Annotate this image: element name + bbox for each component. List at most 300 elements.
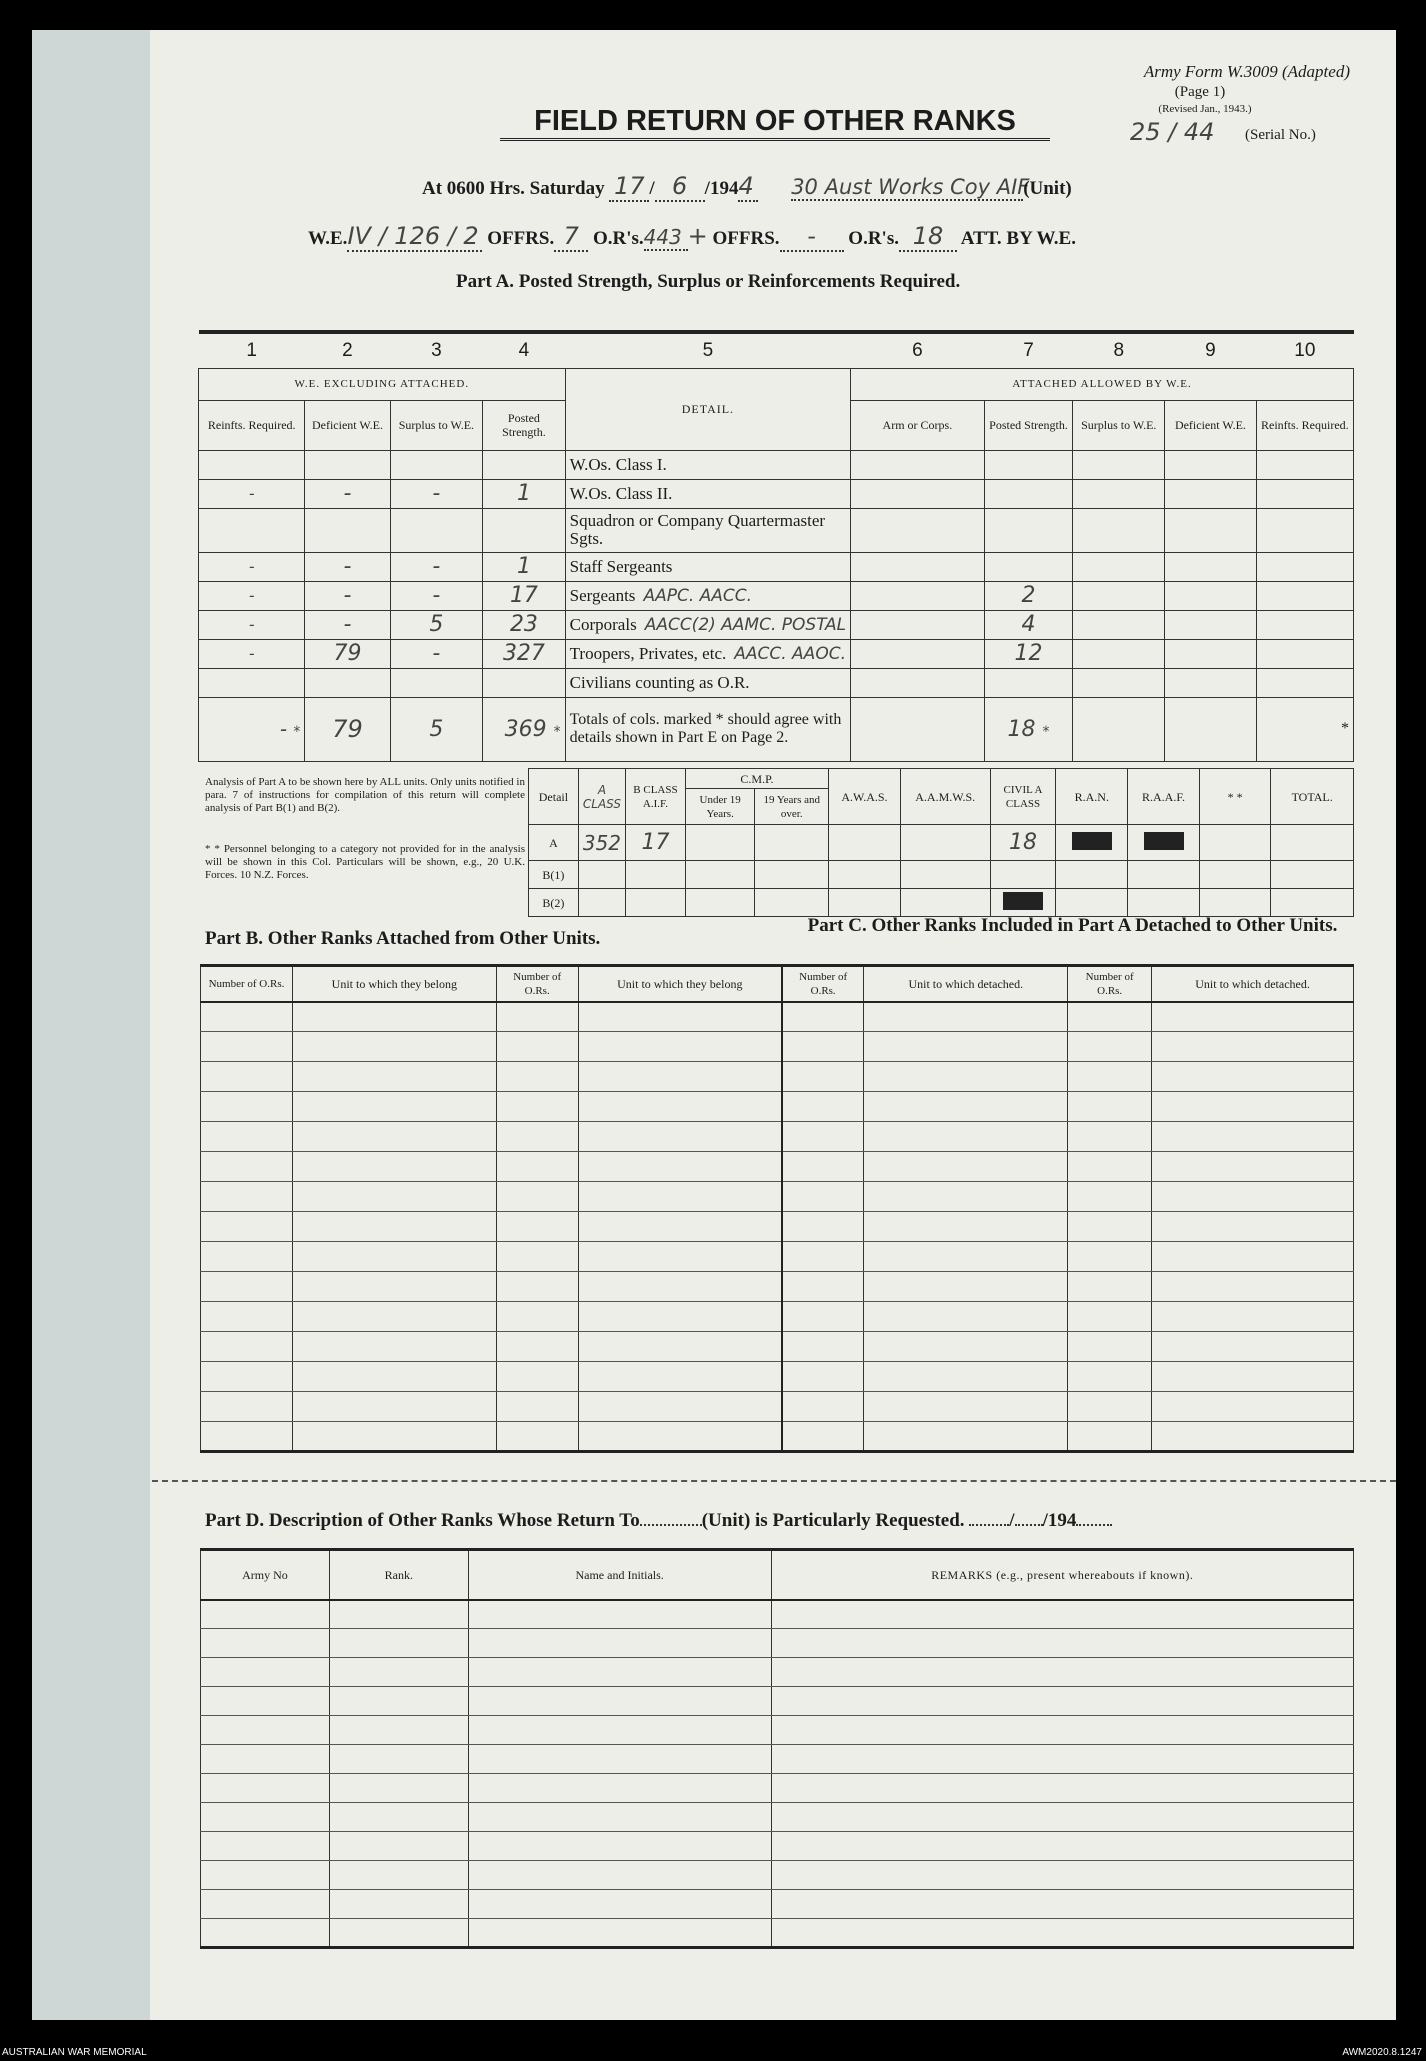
hdr-surplus-att: Surplus to W.E. <box>1073 400 1165 450</box>
blank-cell[interactable] <box>864 1092 1068 1122</box>
blank-cell[interactable] <box>771 1658 1354 1687</box>
blank-cell[interactable] <box>292 1422 496 1452</box>
blank-cell[interactable] <box>468 1600 771 1629</box>
blank-cell[interactable] <box>782 1302 864 1332</box>
b-col-unit: Unit to which they belong <box>292 966 496 1002</box>
blank-cell[interactable] <box>201 1302 293 1332</box>
blank-cell[interactable] <box>468 1658 771 1687</box>
empty-cell <box>1073 639 1165 668</box>
blank-cell[interactable] <box>201 1182 293 1212</box>
empty-cell <box>1256 610 1353 639</box>
blank-cell[interactable] <box>201 1716 330 1745</box>
blank-cell[interactable] <box>578 1302 782 1332</box>
blank-cell[interactable] <box>201 1272 293 1302</box>
empty-cell <box>1256 479 1353 508</box>
part-a-row <box>199 450 1354 479</box>
blank-cell[interactable] <box>782 1092 864 1122</box>
blank-cell[interactable] <box>496 1122 578 1152</box>
blank-cell[interactable] <box>771 1861 1354 1890</box>
blank-cell[interactable] <box>201 1861 330 1890</box>
blank-cell[interactable] <box>1152 1122 1354 1152</box>
col-19-over: 19 Years and over. <box>755 789 829 825</box>
ors2-value: 18 <box>899 222 957 252</box>
blank-cell[interactable] <box>468 1687 771 1716</box>
blank-cell[interactable] <box>468 1832 771 1861</box>
blank-cell[interactable] <box>578 1272 782 1302</box>
detail-cell <box>565 610 850 639</box>
blank-cell[interactable] <box>864 1302 1068 1332</box>
blank-cell[interactable] <box>1152 1272 1354 1302</box>
detail-cell <box>565 581 850 610</box>
blank-cell[interactable] <box>1152 1332 1354 1362</box>
blank-cell[interactable] <box>864 1272 1068 1302</box>
detail-label: Troopers, Privates, etc. <box>569 643 727 663</box>
blank-cell[interactable] <box>1152 1062 1354 1092</box>
ors-label: O.R's. <box>592 228 644 249</box>
hdr-surplus: Surplus to W.E. <box>390 400 483 450</box>
reinfts-cell: - <box>199 552 305 581</box>
blank-cell[interactable] <box>771 1774 1354 1803</box>
posted-cell: 1 <box>483 479 565 508</box>
blank-cell[interactable] <box>292 1242 496 1272</box>
blank-cell[interactable] <box>782 1272 864 1302</box>
col-num: 6 <box>912 339 923 361</box>
ors2-label: O.R's. <box>848 228 899 249</box>
blank-cell[interactable] <box>201 1242 293 1272</box>
blank-cell[interactable] <box>1068 1062 1152 1092</box>
blank-cell[interactable] <box>578 1242 782 1272</box>
blank-cell[interactable] <box>1068 1242 1152 1272</box>
blank-cell[interactable] <box>496 1152 578 1182</box>
surplus-cell <box>390 450 483 479</box>
blank-cell[interactable] <box>771 1600 1354 1629</box>
posted-att-cell: 4 <box>984 610 1073 639</box>
col-num: 1 <box>246 339 257 361</box>
blank-cell[interactable] <box>1068 1272 1152 1302</box>
blank-cell[interactable] <box>201 1002 293 1032</box>
blank-cell[interactable] <box>201 1212 293 1242</box>
detail-cell <box>565 552 850 581</box>
col-num: 2 <box>342 339 353 361</box>
d-blank-row <box>201 1600 1354 1629</box>
blank-cell[interactable] <box>329 1919 468 1948</box>
blank-cell[interactable] <box>578 1362 782 1392</box>
empty-cell <box>1256 508 1353 552</box>
detail-label: Detail <box>529 769 579 825</box>
blank-cell[interactable] <box>496 1032 578 1062</box>
posted-cell <box>483 450 565 479</box>
blank-cell[interactable] <box>329 1600 468 1629</box>
blank-cell[interactable] <box>329 1658 468 1687</box>
blank-cell[interactable] <box>864 1152 1068 1182</box>
blank-cell[interactable] <box>1152 1242 1354 1272</box>
blank-cell[interactable] <box>864 1062 1068 1092</box>
detail-label: W.Os. Class II. <box>569 483 673 503</box>
blank-cell[interactable] <box>578 1182 782 1212</box>
blank-cell[interactable] <box>1068 1182 1152 1212</box>
blank-cell[interactable] <box>329 1832 468 1861</box>
detail-label: Sergeants <box>569 585 636 605</box>
blank-cell[interactable] <box>578 1392 782 1422</box>
blank-cell[interactable] <box>329 1716 468 1745</box>
part-bc-table <box>200 964 1354 1453</box>
blank-cell[interactable] <box>1152 1212 1354 1242</box>
blank-cell[interactable] <box>292 1062 496 1092</box>
detail-label: Staff Sergeants <box>569 556 673 576</box>
c-col-unit: Unit to which detached. <box>864 966 1068 1002</box>
blank-cell[interactable] <box>1152 1002 1354 1032</box>
blank-cell[interactable] <box>1152 1392 1354 1422</box>
serial-number: 25 / 44 <box>1130 118 1215 146</box>
row-label: A <box>529 825 579 861</box>
blank-cell[interactable] <box>201 1122 293 1152</box>
blank-cell[interactable] <box>578 1062 782 1092</box>
reinfts-cell <box>199 450 305 479</box>
blank-cell[interactable] <box>864 1422 1068 1452</box>
blank-cell[interactable] <box>201 1062 293 1092</box>
blank-cell[interactable] <box>578 1002 782 1032</box>
reinfts-cell <box>199 668 305 697</box>
c-col-number: Number of O.Rs. <box>782 966 864 1002</box>
blank-cell[interactable] <box>1068 1332 1152 1362</box>
blank-cell[interactable] <box>782 1032 864 1062</box>
d-blank-row <box>201 1687 1354 1716</box>
blank-cell[interactable] <box>782 1422 864 1452</box>
date-blank <box>1015 1524 1043 1526</box>
empty-cell <box>1256 581 1353 610</box>
blank-cell[interactable] <box>201 1890 330 1919</box>
blank-cell[interactable] <box>468 1745 771 1774</box>
blank-cell[interactable] <box>1152 1152 1354 1182</box>
blank-cell[interactable] <box>292 1212 496 1242</box>
civil-redacted <box>990 889 1056 917</box>
part-a-row <box>199 668 1354 697</box>
blank-cell[interactable] <box>329 1803 468 1832</box>
d-blank-row <box>201 1803 1354 1832</box>
posted-cell: 1 <box>483 552 565 581</box>
blank-cell[interactable] <box>292 1332 496 1362</box>
blank-cell[interactable] <box>1152 1182 1354 1212</box>
blank-cell[interactable] <box>771 1832 1354 1861</box>
blank-cell[interactable] <box>578 1332 782 1362</box>
bc-blank-row <box>201 1392 1354 1422</box>
deficient-cell: - <box>305 581 390 610</box>
cmp-label: C.M.P. <box>685 769 828 789</box>
blank-cell[interactable] <box>1068 1002 1152 1032</box>
b-col-number: Number of O.Rs. <box>201 966 293 1002</box>
blank-cell[interactable] <box>329 1774 468 1803</box>
blank-cell[interactable] <box>292 1392 496 1422</box>
blank-cell[interactable] <box>1068 1092 1152 1122</box>
blank-cell[interactable] <box>496 1392 578 1422</box>
page-title: FIELD RETURN OF OTHER RANKS <box>500 105 1050 141</box>
blank-cell[interactable] <box>496 1182 578 1212</box>
blank-cell[interactable] <box>468 1774 771 1803</box>
blank-cell[interactable] <box>771 1745 1354 1774</box>
detail-label: Civilians counting as O.R. <box>569 672 750 692</box>
blank-cell[interactable] <box>329 1745 468 1774</box>
bc-blank-row <box>201 1092 1354 1122</box>
blank-cell[interactable] <box>329 1687 468 1716</box>
blank-cell[interactable] <box>782 1332 864 1362</box>
analysis-row-b2 <box>529 889 1354 917</box>
blank-cell[interactable] <box>782 1152 864 1182</box>
c-col-unit-2: Unit to which detached. <box>1152 966 1354 1002</box>
surplus-cell: - <box>390 479 483 508</box>
part-a-row <box>199 552 1354 581</box>
blank-cell[interactable] <box>1068 1152 1152 1182</box>
empty-cell <box>1073 479 1165 508</box>
deficient-cell: - <box>305 552 390 581</box>
blank-cell[interactable] <box>864 1182 1068 1212</box>
col-aif: B CLASS A.I.F. <box>626 769 686 825</box>
blank-cell[interactable] <box>201 1919 330 1948</box>
empty-cell <box>1256 450 1353 479</box>
blank-cell[interactable] <box>201 1422 293 1452</box>
blank-cell[interactable] <box>201 1658 330 1687</box>
posted-att-cell <box>984 479 1073 508</box>
blank-cell[interactable] <box>496 1302 578 1332</box>
blank-cell[interactable] <box>578 1122 782 1152</box>
blank-cell[interactable] <box>201 1092 293 1122</box>
blank-cell[interactable] <box>1068 1122 1152 1152</box>
blank-cell[interactable] <box>864 1362 1068 1392</box>
blank-cell[interactable] <box>201 1832 330 1861</box>
footer-caption-right: AWM2020.8.1247 <box>1342 2047 1422 2058</box>
blank-cell[interactable] <box>1068 1302 1152 1332</box>
blank-cell[interactable] <box>201 1774 330 1803</box>
blank-cell[interactable] <box>292 1152 496 1182</box>
blank-cell[interactable] <box>782 1122 864 1152</box>
blank-cell[interactable] <box>578 1092 782 1122</box>
unit-name: 30 Aust Works Coy AIF <box>791 175 1030 199</box>
blank-cell[interactable] <box>1152 1422 1354 1452</box>
blank-cell[interactable] <box>578 1212 782 1242</box>
blank-cell[interactable] <box>292 1302 496 1332</box>
deficient-cell: - <box>305 479 390 508</box>
c-col-number-2: Number of O.Rs. <box>1068 966 1152 1002</box>
col-num: 5 <box>702 339 714 361</box>
empty-cell <box>1165 668 1257 697</box>
blank-cell[interactable] <box>496 1272 578 1302</box>
blank-cell[interactable] <box>864 1002 1068 1032</box>
d-col-army-no: Army No <box>201 1550 330 1600</box>
blank-cell[interactable] <box>496 1212 578 1242</box>
blank-cell[interactable] <box>292 1272 496 1302</box>
arm-cell <box>851 668 985 697</box>
offrs-value: 7 <box>554 222 588 252</box>
row-label: B(2) <box>529 889 579 917</box>
blank-cell[interactable] <box>771 1716 1354 1745</box>
deficient-cell: 79 <box>305 639 390 668</box>
total-posted-att: 18 * <box>984 697 1073 761</box>
blank-cell[interactable] <box>771 1687 1354 1716</box>
blank-cell[interactable] <box>292 1182 496 1212</box>
unit-label: (Unit) <box>1023 178 1072 199</box>
bc-blank-row <box>201 1302 1354 1332</box>
detail-label: Squadron or Company Quartermaster Sgts. <box>569 511 826 548</box>
blank-cell[interactable] <box>782 1062 864 1092</box>
blank-cell[interactable] <box>578 1032 782 1062</box>
d-col-remarks: REMARKS (e.g., present whereabouts if known). <box>771 1550 1354 1600</box>
blank-cell[interactable] <box>496 1092 578 1122</box>
surplus-cell: - <box>390 552 483 581</box>
blank-cell[interactable] <box>782 1002 864 1032</box>
we-label: W.E. <box>308 228 348 249</box>
blank-cell[interactable] <box>468 1629 771 1658</box>
att-label: ATT. BY W.E. <box>960 228 1076 249</box>
total-reinfts-att: * <box>1256 697 1353 761</box>
blank-cell[interactable] <box>201 1745 330 1774</box>
d-blank-row <box>201 1861 1354 1890</box>
blank-cell[interactable] <box>771 1919 1354 1948</box>
blank-cell[interactable] <box>201 1362 293 1392</box>
hdr-deficient-att: Deficient W.E. <box>1165 400 1257 450</box>
blank-cell[interactable] <box>496 1002 578 1032</box>
blank-cell[interactable] <box>1152 1302 1354 1332</box>
cell <box>1271 825 1354 861</box>
blank-cell[interactable] <box>292 1362 496 1392</box>
blank-cell[interactable] <box>496 1362 578 1392</box>
col-number-row <box>199 332 1354 368</box>
blank-cell[interactable] <box>782 1242 864 1272</box>
blank-cell[interactable] <box>329 1890 468 1919</box>
blank-cell[interactable] <box>782 1392 864 1422</box>
d-blank-row <box>201 1629 1354 1658</box>
col-num: 10 <box>1294 339 1316 361</box>
blank-cell[interactable] <box>496 1062 578 1092</box>
blank-cell[interactable] <box>782 1362 864 1392</box>
blank-cell[interactable] <box>864 1212 1068 1242</box>
blank-cell[interactable] <box>468 1890 771 1919</box>
surplus-cell <box>390 508 483 552</box>
blank-cell[interactable] <box>1152 1092 1354 1122</box>
analysis-row-a <box>529 825 1354 861</box>
detail-label: W.Os. Class I. <box>569 454 667 474</box>
empty-cell <box>1165 581 1257 610</box>
analysis-note-2: * * Personnel belonging to a category not provided for in the analysis will be shown in this Col. Particulars will be shown, e.g., 20 U.K. Forces. 10 N.Z. Forces. <box>205 843 525 881</box>
detail-cell <box>565 450 850 479</box>
reinfts-cell: - <box>199 581 305 610</box>
blank-cell[interactable] <box>771 1890 1354 1919</box>
blank-cell[interactable] <box>1152 1362 1354 1392</box>
blank-cell[interactable] <box>1068 1392 1152 1422</box>
date-day: 17 <box>609 172 649 202</box>
arm-cell <box>851 581 985 610</box>
blank-cell[interactable] <box>496 1422 578 1452</box>
col-num: 4 <box>518 339 530 361</box>
blank-cell[interactable] <box>292 1092 496 1122</box>
empty-cell <box>1165 508 1257 552</box>
total-deficient-att <box>1165 697 1257 761</box>
offrs2-value: - <box>780 222 844 252</box>
blank-cell[interactable] <box>468 1716 771 1745</box>
total-posted: 369 * <box>483 697 565 761</box>
blank-cell[interactable] <box>578 1152 782 1182</box>
empty-cell <box>1073 552 1165 581</box>
cell <box>685 825 755 861</box>
blank-cell[interactable] <box>468 1861 771 1890</box>
header-line-1: At 0600 Hrs. Saturday 17 / 6 /1944 30 Aust Works Coy AIF(Unit) <box>422 172 1072 200</box>
arm-or-corps: AAPC. AACC. <box>643 585 753 606</box>
part-a-row <box>199 479 1354 508</box>
deficient-cell: - <box>305 610 390 639</box>
cell <box>900 825 990 861</box>
blank-cell[interactable] <box>201 1600 330 1629</box>
blank-cell[interactable] <box>468 1919 771 1948</box>
blank-cell[interactable] <box>292 1032 496 1062</box>
blank-cell[interactable] <box>864 1332 1068 1362</box>
year-blank <box>1076 1524 1112 1526</box>
group-attached: ATTACHED ALLOWED BY W.E. <box>851 368 1354 400</box>
surplus-cell: - <box>390 639 483 668</box>
hdr-reinfts: Reinfts. Required. <box>199 400 305 450</box>
blank-cell[interactable] <box>201 1152 293 1182</box>
detail-cell <box>565 508 850 552</box>
blank-cell[interactable] <box>1068 1212 1152 1242</box>
blank-cell[interactable] <box>1068 1032 1152 1062</box>
offrs2-label: OFFRS. <box>712 228 780 249</box>
blank-cell[interactable] <box>864 1122 1068 1152</box>
blank-cell[interactable] <box>201 1803 330 1832</box>
posted-att-cell: 2 <box>984 581 1073 610</box>
blank-cell[interactable] <box>578 1422 782 1452</box>
detail-header: DETAIL. <box>565 368 850 450</box>
blank-cell[interactable] <box>292 1002 496 1032</box>
blank-cell[interactable] <box>292 1122 496 1152</box>
blank-cell[interactable] <box>201 1332 293 1362</box>
surplus-cell: - <box>390 581 483 610</box>
hdr-posted: Posted Strength. <box>483 400 565 450</box>
serial-label: (Serial No.) <box>1245 127 1316 143</box>
blank-cell[interactable] <box>201 1392 293 1422</box>
blank-cell[interactable] <box>1152 1032 1354 1062</box>
col-raaf: R.A.A.F. <box>1128 769 1200 825</box>
blank-cell[interactable] <box>201 1032 293 1062</box>
blank-cell[interactable] <box>201 1687 330 1716</box>
arm-cell <box>851 450 985 479</box>
hdr-posted-att: Posted Strength. <box>984 400 1073 450</box>
col-total: TOTAL. <box>1271 769 1354 825</box>
a-class-value: 352 <box>578 825 625 861</box>
reinfts-cell: - <box>199 479 305 508</box>
col-civil: CIVIL A CLASS <box>990 769 1056 825</box>
blank-cell[interactable] <box>1068 1362 1152 1392</box>
posted-att-cell <box>984 450 1073 479</box>
blank-cell[interactable] <box>864 1242 1068 1272</box>
blank-cell[interactable] <box>782 1212 864 1242</box>
col-other: * * <box>1199 769 1270 825</box>
blank-cell[interactable] <box>864 1032 1068 1062</box>
blank-cell[interactable] <box>201 1629 330 1658</box>
ors-value: 443 <box>644 225 688 251</box>
col-awas: A.W.A.S. <box>829 769 901 825</box>
blank-cell[interactable] <box>771 1803 1354 1832</box>
blank-cell[interactable] <box>1068 1422 1152 1452</box>
blank-cell[interactable] <box>329 1861 468 1890</box>
arm-cell <box>851 610 985 639</box>
blank-cell[interactable] <box>496 1242 578 1272</box>
blank-cell[interactable] <box>496 1332 578 1362</box>
blank-cell[interactable] <box>329 1629 468 1658</box>
empty-cell <box>1073 610 1165 639</box>
blank-cell[interactable] <box>468 1803 771 1832</box>
blank-cell[interactable] <box>771 1629 1354 1658</box>
blank-cell[interactable] <box>864 1392 1068 1422</box>
hdr-reinfts-att: Reinfts. Required. <box>1256 400 1353 450</box>
blank-cell[interactable] <box>782 1182 864 1212</box>
arm-cell <box>851 552 985 581</box>
